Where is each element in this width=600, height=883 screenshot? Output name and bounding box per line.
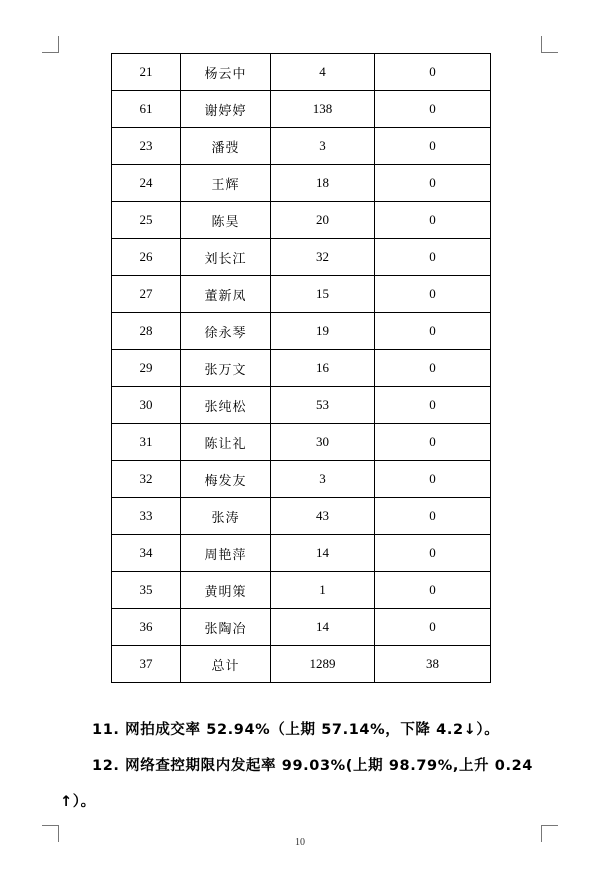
cell-result: 0 xyxy=(375,54,491,91)
cell-number: 30 xyxy=(112,387,181,424)
cell-number: 28 xyxy=(112,313,181,350)
statistics-table xyxy=(111,53,491,683)
cell-name: 杨云中 xyxy=(181,54,271,91)
cell-result: 0 xyxy=(375,128,491,165)
cell-count: 138 xyxy=(271,91,375,128)
cell-name: 总计 xyxy=(181,646,271,683)
cell-count: 4 xyxy=(271,54,375,91)
cell-count: 43 xyxy=(271,498,375,535)
cell-number: 29 xyxy=(112,350,181,387)
table-row xyxy=(112,461,491,498)
cell-result: 0 xyxy=(375,239,491,276)
cell-name: 刘长江 xyxy=(181,239,271,276)
cell-result: 0 xyxy=(375,424,491,461)
cell-result: 0 xyxy=(375,91,491,128)
cell-name: 张纯松 xyxy=(181,387,271,424)
cell-name: 王辉 xyxy=(181,165,271,202)
cell-result: 0 xyxy=(375,461,491,498)
cell-count: 32 xyxy=(271,239,375,276)
cell-result: 0 xyxy=(375,498,491,535)
cell-number: 23 xyxy=(112,128,181,165)
crop-mark-top-left xyxy=(42,36,59,53)
cell-number: 61 xyxy=(112,91,181,128)
cell-name: 谢婷婷 xyxy=(181,91,271,128)
cell-name: 黄明策 xyxy=(181,572,271,609)
table-row xyxy=(112,535,491,572)
cell-name: 张万文 xyxy=(181,350,271,387)
cell-count: 53 xyxy=(271,387,375,424)
cell-result: 0 xyxy=(375,350,491,387)
cell-name: 董新凤 xyxy=(181,276,271,313)
cell-count: 1 xyxy=(271,572,375,609)
table-row xyxy=(112,387,491,424)
cell-result: 0 xyxy=(375,387,491,424)
paragraph-12-line-1: 12. 网络查控期限内发起率 99.03%(上期 98.79%,上升 0.24 xyxy=(92,758,533,774)
cell-count: 3 xyxy=(271,128,375,165)
cell-result: 0 xyxy=(375,313,491,350)
cell-number: 21 xyxy=(112,54,181,91)
table-row xyxy=(112,165,491,202)
cell-number: 37 xyxy=(112,646,181,683)
table-row xyxy=(112,572,491,609)
cell-name: 张涛 xyxy=(181,498,271,535)
cell-count: 20 xyxy=(271,202,375,239)
table-row xyxy=(112,498,491,535)
cell-name: 周艳萍 xyxy=(181,535,271,572)
cell-count: 3 xyxy=(271,461,375,498)
cell-name: 张陶冶 xyxy=(181,609,271,646)
cell-count: 18 xyxy=(271,165,375,202)
table-row xyxy=(112,128,491,165)
cell-name: 陈让礼 xyxy=(181,424,271,461)
cell-number: 31 xyxy=(112,424,181,461)
table-row xyxy=(112,350,491,387)
cell-count: 19 xyxy=(271,313,375,350)
cell-result: 0 xyxy=(375,535,491,572)
table-row xyxy=(112,54,491,91)
table-body xyxy=(112,54,491,683)
cell-number: 26 xyxy=(112,239,181,276)
table-row xyxy=(112,313,491,350)
cell-number: 36 xyxy=(112,609,181,646)
table-row xyxy=(112,424,491,461)
cell-count: 15 xyxy=(271,276,375,313)
cell-result: 0 xyxy=(375,202,491,239)
cell-count: 14 xyxy=(271,535,375,572)
table-row xyxy=(112,646,491,683)
cell-number: 34 xyxy=(112,535,181,572)
cell-number: 35 xyxy=(112,572,181,609)
table-row xyxy=(112,276,491,313)
cell-count: 16 xyxy=(271,350,375,387)
cell-name: 徐永琴 xyxy=(181,313,271,350)
cell-result: 0 xyxy=(375,572,491,609)
cell-number: 33 xyxy=(112,498,181,535)
table-row xyxy=(112,202,491,239)
cell-number: 25 xyxy=(112,202,181,239)
paragraph-12-line-2: ↑）。 xyxy=(60,794,96,810)
crop-mark-top-right xyxy=(541,36,558,53)
cell-count: 14 xyxy=(271,609,375,646)
cell-number: 32 xyxy=(112,461,181,498)
cell-count: 1289 xyxy=(271,646,375,683)
cell-result: 0 xyxy=(375,165,491,202)
cell-result: 0 xyxy=(375,276,491,313)
cell-count: 30 xyxy=(271,424,375,461)
paragraph-11: 11. 网拍成交率 52.94%（上期 57.14%，下降 4.2↓）。 xyxy=(92,722,500,738)
table-row xyxy=(112,239,491,276)
cell-number: 27 xyxy=(112,276,181,313)
table-row xyxy=(112,91,491,128)
cell-name: 潘弢 xyxy=(181,128,271,165)
cell-result: 38 xyxy=(375,646,491,683)
cell-name: 梅发友 xyxy=(181,461,271,498)
cell-number: 24 xyxy=(112,165,181,202)
table-row xyxy=(112,609,491,646)
page-number: 10 xyxy=(295,837,305,848)
cell-name: 陈昊 xyxy=(181,202,271,239)
cell-result: 0 xyxy=(375,609,491,646)
